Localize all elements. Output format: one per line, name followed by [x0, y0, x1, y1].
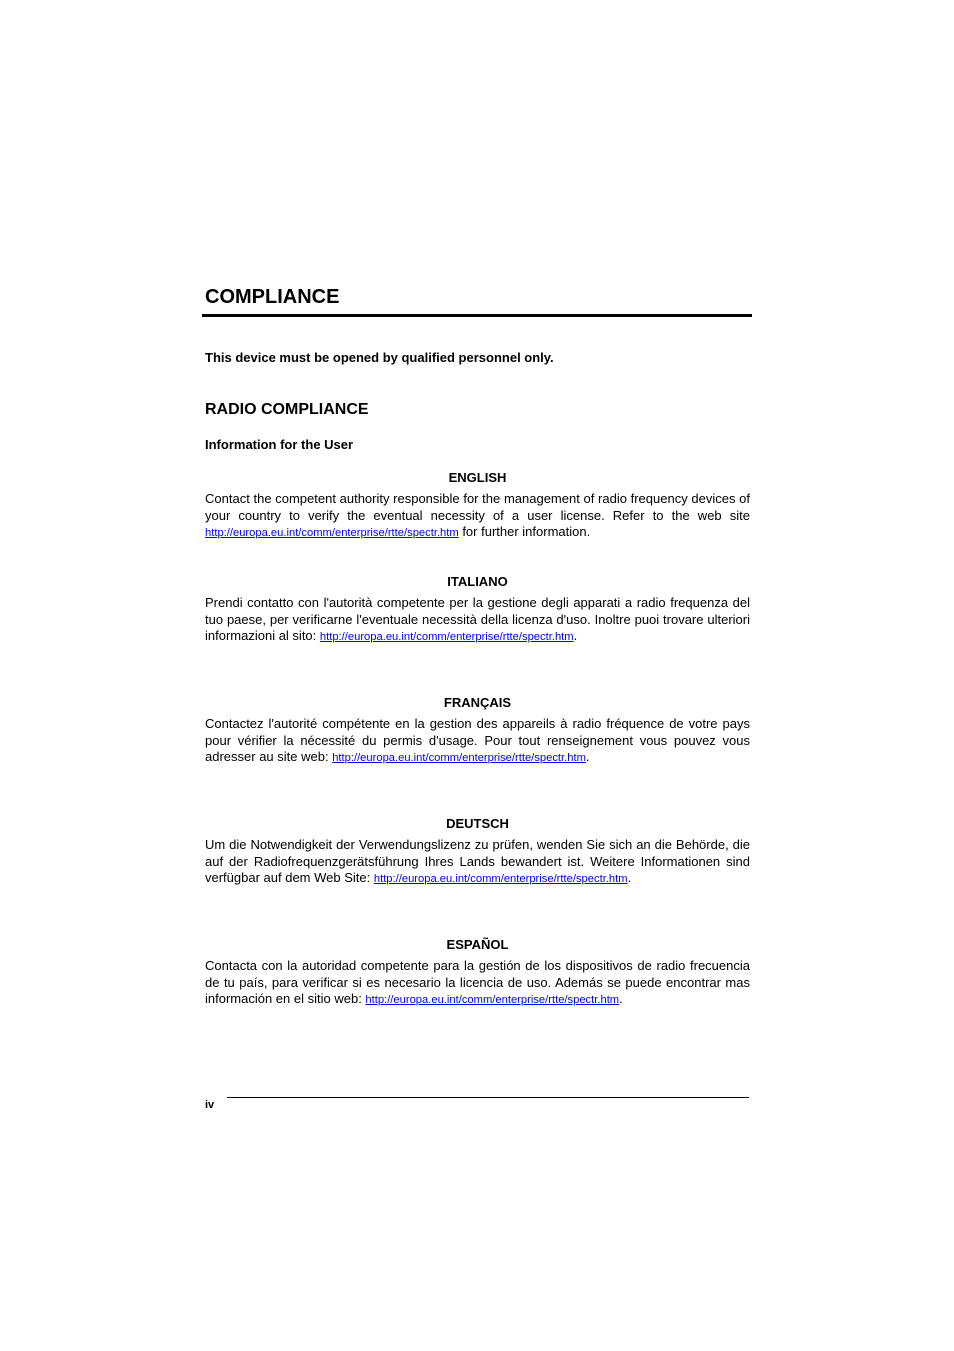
language-text — [205, 491, 750, 542]
language-heading: ITALIANO — [447, 574, 508, 589]
spectrum-link[interactable]: http://europa.eu.int/comm/enterprise/rtte/spectr.htm — [365, 994, 620, 1007]
language-section-francais — [205, 695, 750, 767]
language-text-after: . — [619, 991, 623, 1007]
language-heading: ENGLISH — [448, 470, 507, 485]
page-title: COMPLIANCE — [205, 286, 340, 308]
language-text-before: Contacta con la autoridad competente para la gestión de los dispositivos de radio frecuencia de tu país, para verificar si es necesario la licencia de uso. Además se puede encontrar mas información en el sitio web: — [205, 958, 750, 1007]
subsection-title: Information for the User — [205, 437, 354, 452]
language-text-after: . — [573, 628, 578, 644]
language-text — [205, 595, 750, 646]
spectrum-link[interactable]: http://europa.eu.int/comm/enterprise/rtte/spectr.htm — [332, 752, 586, 765]
language-text — [205, 958, 750, 1009]
qualified-personnel-warning: This device must be opened by qualified personnel only. — [205, 350, 554, 365]
language-section-english — [205, 470, 750, 542]
language-heading: FRANÇAIS — [443, 695, 512, 710]
language-text-before: Prendi contatto con l'autorità competente per la gestione degli apparati a radio frequenza del tuo paese, per verificarne l'eventuale necessità della licenza d'uso. Inoltre puoi trovare ulteriori informazioni al sito: — [205, 595, 750, 644]
spectrum-link[interactable]: http://europa.eu.int/comm/enterprise/rtte/spectr.htm — [319, 631, 574, 644]
language-section-espanol — [205, 937, 750, 1009]
language-text-after: . — [627, 870, 632, 886]
language-heading: ESPAÑOL — [446, 937, 509, 952]
spectrum-link[interactable]: http://europa.eu.int/comm/enterprise/rtte/spectr.htm — [205, 527, 459, 540]
section-title: RADIO COMPLIANCE — [205, 401, 369, 418]
page-number: iv — [205, 1099, 215, 1111]
language-section-italiano — [205, 574, 750, 646]
footer-divider — [227, 1097, 749, 1098]
language-text-before: Um die Notwendigkeit der Verwendungslizenz zu prüfen, wenden Sie sich an die Behörde, die auf der Radiofrequenzgerätsführung Ihres Lands bewandert ist. Weitere Informationen sind verfügbar auf dem Web Site: — [205, 837, 750, 886]
language-text-before: Contactez l'autorité compétente en la gestion des appareils à radio fréquence de votre pays pour vérifier la nécessité du permis d'usage. Pour tout renseignement vous pouvez vous adresser au site web: — [205, 716, 750, 765]
language-section-deutsch — [205, 816, 750, 888]
language-text — [205, 716, 750, 767]
language-text — [205, 837, 750, 888]
title-divider — [202, 314, 752, 317]
language-heading: DEUTSCH — [446, 816, 509, 831]
language-text-after: . — [585, 749, 590, 765]
spectrum-link[interactable]: http://europa.eu.int/comm/enterprise/rtte/spectr.htm — [373, 873, 628, 886]
language-text-before: Contact the competent authority responsible for the management of radio frequency devices of your country to verify the eventual necessity of a user license. Refer to the web site — [205, 491, 750, 523]
language-text-after: for further information. — [458, 524, 591, 540]
